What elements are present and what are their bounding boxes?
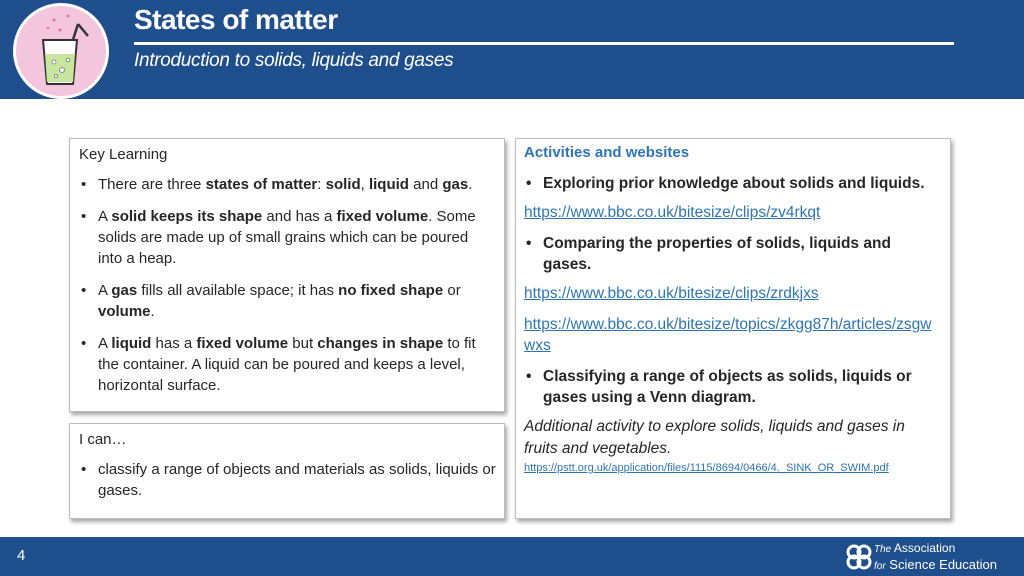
key-term: solid [325,176,361,193]
key-term: volume [98,303,151,320]
header-banner [0,0,1024,99]
page-number: 4 [17,547,26,564]
activity-item-comparing-properties: • Comparing the properties of solids, liquids and gases. [524,233,942,275]
key-term: states of matter [205,176,318,193]
activities-list-2 [524,233,942,275]
text-run: and [408,176,443,193]
ase-logo-icon [845,542,873,570]
bbc-clip-link-2[interactable]: https://www.bbc.co.uk/bitesize/clips/zrdkjxs [524,285,819,302]
i-can-box [69,423,505,519]
key-term: liquid [111,335,152,352]
activities-heading: Activities and websites [524,144,690,161]
text-run: . [468,176,473,193]
ase-wordmark [874,541,997,574]
text-run: A [98,208,112,225]
text-run: fills all available space; it has [137,282,339,299]
activity-item-prior-knowledge: • Exploring prior knowledge about solids and liquids. [524,173,942,194]
text-run: . Some solids are made up of small grains which can be poured into a heap. [98,208,476,267]
bbc-article-link[interactable]: https://www.bbc.co.uk/bitesize/topics/zkgg87h/articles/zsgwwxs [524,316,932,354]
i-can-list [79,459,496,501]
key-learning-heading: Key Learning [79,146,168,163]
bbc-clip-link-1[interactable]: https://www.bbc.co.uk/bitesize/clips/zv4rkqt [524,204,821,221]
key-term: no fixed shape [338,282,444,299]
text-run: has a [151,335,197,352]
text-run: A [98,335,112,352]
key-learning-box [69,138,505,412]
text-run: but [288,335,318,352]
title-divider [134,42,954,45]
key-learning-item [79,280,496,322]
key-term: gas [442,176,469,193]
text-run: . [150,303,155,320]
key-learning-item [79,174,496,195]
text-run: : [317,176,326,193]
activities-list [524,173,942,194]
key-term: changes in shape [317,335,444,352]
list-item: • classify a range of objects and materials as solids, liquids or gases. [79,459,496,501]
key-term: liquid [368,176,409,193]
key-term: gas [111,282,138,299]
page-subtitle: Introduction to solids, liquids and gases [134,50,454,71]
org-for: for [874,561,886,572]
key-learning-list [79,174,496,396]
pstt-pdf-link[interactable]: https://pstt.org.uk/application/files/1115/8694/0466/4._SINK_OR_SWIM.pdf [524,462,889,474]
text-run: or [443,282,461,299]
text-run: , [360,176,369,193]
i-can-heading: I can… [79,431,127,448]
key-term: fixed volume [196,335,289,352]
org-science-education: Science Education [889,557,997,572]
activities-list-3 [524,366,942,408]
activity-item-venn-diagram: • Classifying a range of objects as solids, liquids or gases using a Venn diagram. [524,366,942,408]
page-title: States of matter [134,4,338,35]
key-learning-item [79,206,496,269]
text-run: and has a [262,208,337,225]
key-learning-item [79,333,496,396]
activities-box [515,138,951,519]
footer-bar [0,537,1024,576]
glass-of-water-icon [13,3,109,99]
text-run: A [98,282,112,299]
additional-activity-note: Additional activity to explore solids, liquids and gases in fruits and vegetables. [524,418,905,457]
key-term: fixed volume [336,208,429,225]
key-term: solid keeps its shape [111,208,263,225]
org-the: The [874,544,892,555]
text-run: to fit the container. A liquid can be poured and keeps a level, horizontal surface. [98,335,476,394]
text-run: There are three [98,176,206,193]
org-association: Association [893,541,956,555]
